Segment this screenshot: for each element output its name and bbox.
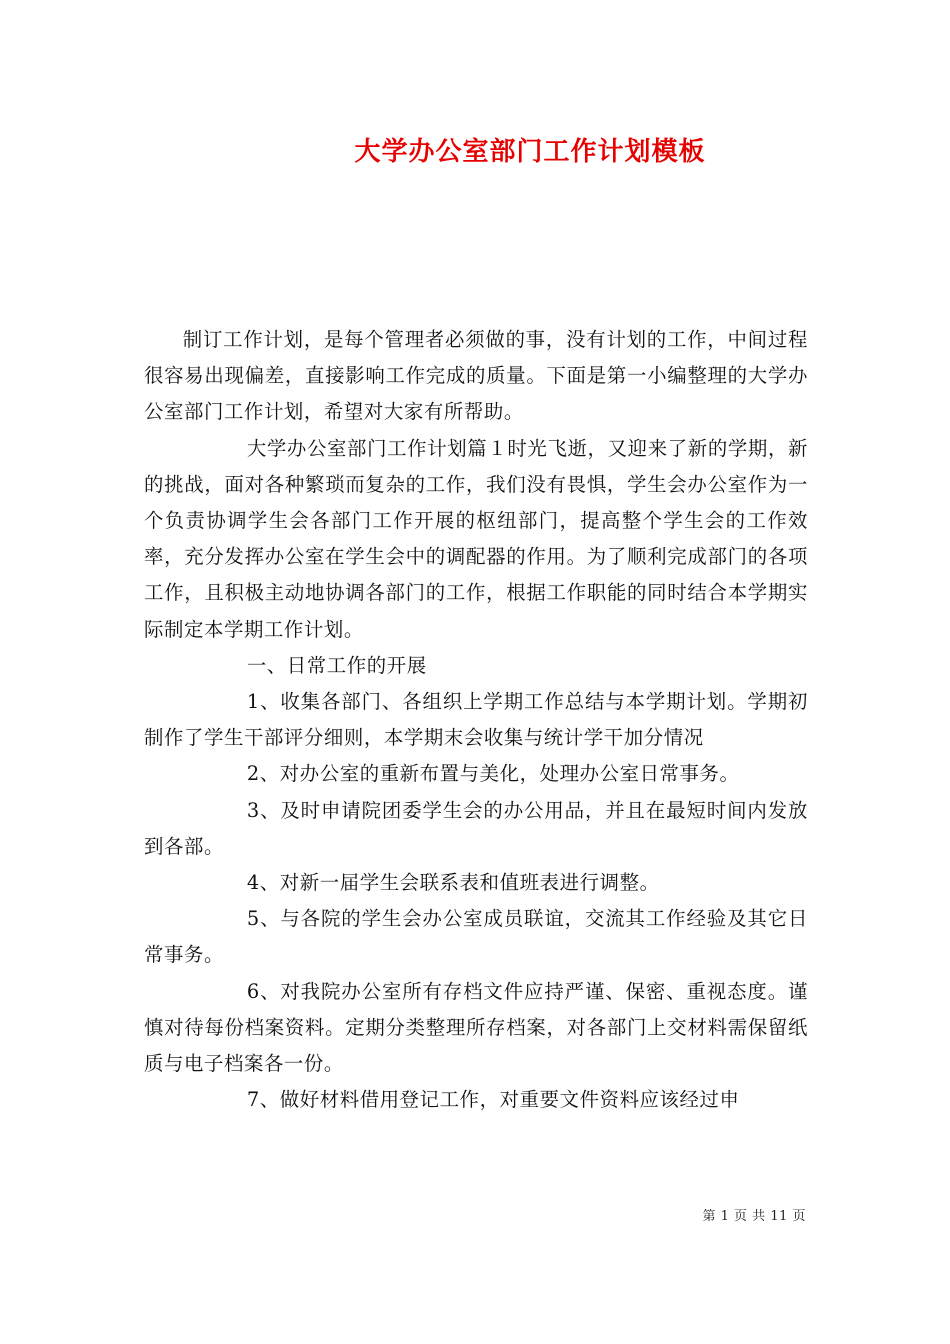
- page-number: 第 1 页 共 11 页: [702, 1209, 806, 1224]
- list-item: 6、对我院办公室所有存档文件应持严谨、保密、重视态度。谨慎对待每份档案资料。定期分类整理所存档案，对各部门上交材料需保留纸质与电子档案各一份。: [144, 979, 808, 1076]
- paragraph-plan-overview: 大学办公室部门工作计划篇１时光飞逝，又迎来了新的学期，新的挑战，面对各种繁琐而复杂的工作，我们没有畏惧，学生会办公室作为一个负责协调学生会各部门工作开展的枢纽部门，提高整个学生会的工作效率，充分发挥办公室在学生会中的调配器的作用。为了顺利完成部门的各项工作，且积极主动地协调各部门的工作，根据工作职能的同时结合本学期实际制定本学期工作计划。: [144, 436, 808, 641]
- list-item: 1、收集各部门、各组织上学期工作总结与本学期计划。学期初制作了学生干部评分细则，本学期末会收集与统计学干加分情况: [144, 690, 808, 750]
- document-title: 大学办公室部门工作计划模板: [354, 137, 706, 167]
- list-item: 2、对办公室的重新布置与美化，处理办公室日常事务。: [246, 762, 740, 786]
- list-item: 3、及时申请院团委学生会的办公用品，并且在最短时间内发放到各部。: [144, 798, 808, 858]
- list-item: 7、做好材料借用登记工作，对重要文件资料应该经过申: [246, 1088, 740, 1112]
- section-heading: 一、日常工作的开展: [246, 653, 427, 677]
- list-item: 4、对新一届学生会联系表和值班表进行调整。: [246, 871, 660, 895]
- list-item: 5、与各院的学生会办公室成员联谊，交流其工作经验及其它日常事务。: [144, 907, 808, 967]
- document-body: [144, 322, 808, 1118]
- paragraph-intro: 制订工作计划，是每个管理者必须做的事，没有计划的工作，中间过程很容易出现偏差，直接影响工作完成的质量。下面是第一小编整理的大学办公室部门工作计划，希望对大家有所帮助。: [144, 328, 808, 424]
